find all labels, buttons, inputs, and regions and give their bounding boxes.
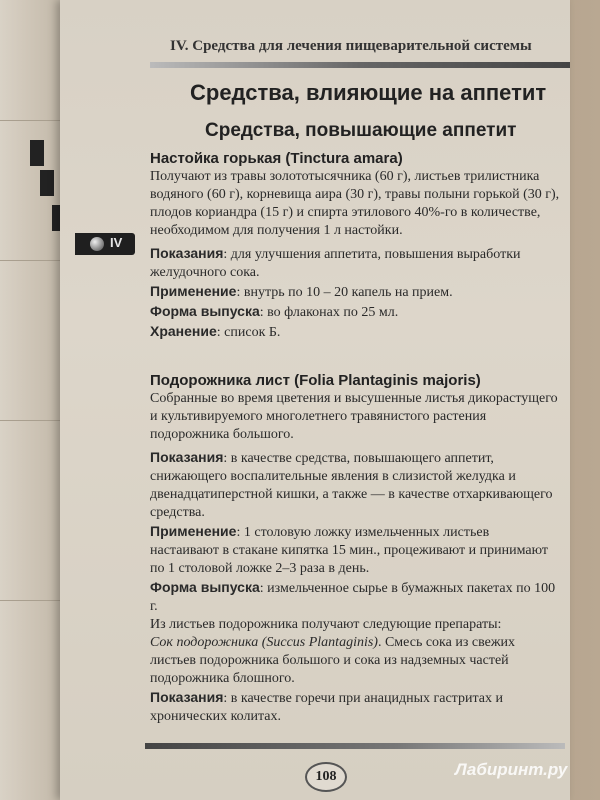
entry-tincture xyxy=(150,150,560,342)
entry-title: Настойка горькая (Tinctura amara) xyxy=(150,150,403,167)
page-tab-stub xyxy=(30,140,44,166)
usage-paragraph xyxy=(150,282,560,302)
watermark: Лабиринт.ру xyxy=(455,760,568,779)
footer-rule xyxy=(145,743,565,749)
indications-label: Показания xyxy=(150,245,224,261)
juice-text: . Смесь сока из свежих листьев подорожника большого и сока из надземных частей подорожника блошного. xyxy=(150,635,515,686)
chapter-tab-label: IV xyxy=(110,235,123,250)
usage-label: Применение xyxy=(150,523,237,539)
section-title: Средства, повышающие аппетит xyxy=(205,120,517,141)
indications-label: Показания xyxy=(150,689,224,705)
entry-intro: Собранные во время цветения и высушенные листья дикорастущего и культивируемого многолетнего травянистого растения подорожника большого. xyxy=(150,391,558,442)
indications-label: Показания xyxy=(150,449,224,465)
form-text: : во флаконах по 25 мл. xyxy=(259,305,399,320)
entry-intro: Получают из травы золототысячника (60 г), листьев трилистника водяного (60 г), корневища аира (30 г), травы полыни горькой (30 г), плодов кориандра (15 г) и спирта этилового 40%-го в количестве, необходимом для получения 1 л настойки. xyxy=(150,169,560,238)
usage-text: : внутрь по 10 – 20 капель на прием. xyxy=(236,285,453,300)
running-head: IV. Средства для лечения пищеварительной системы xyxy=(170,38,532,54)
form-paragraph xyxy=(150,578,560,616)
indications-text: : для улучшения аппетита, повышения выработки желудочного сока. xyxy=(150,247,521,280)
usage-paragraph xyxy=(150,522,560,578)
chapter-tab-dot-icon xyxy=(90,237,104,251)
chapter-title: Средства, влияющие на аппетит xyxy=(190,80,547,105)
page-tab-stub xyxy=(40,170,54,196)
preparations-paragraph: Из листьев подорожника получают следующие препараты: xyxy=(150,617,502,632)
entry-title: Подорожника лист (Folia Plantaginis majoris) xyxy=(150,372,481,389)
usage-text: : 1 столовую ложку измельченных листьев настаивают в стакане кипятка 15 мин., процеживают и принимают по 1 столовой ложке 2–3 раза в день. xyxy=(150,525,549,576)
indications-paragraph xyxy=(150,448,560,522)
indications-paragraph xyxy=(150,244,560,282)
storage-label: Хранение xyxy=(150,323,217,339)
juice-indications-paragraph xyxy=(150,688,560,726)
juice-paragraph xyxy=(150,634,560,688)
form-label: Форма выпуска xyxy=(150,303,260,319)
indications-text: : в качестве средства, повышающего аппетит, снижающего воспалительные явления в слизистой желудка и двенадцатиперстной кишки, а также — в качестве отхаркивающего средства. xyxy=(150,451,553,520)
juice-title: Сок подорожника (Succus Plantaginis) xyxy=(150,635,378,650)
entry-plantain xyxy=(150,372,560,726)
usage-label: Применение xyxy=(150,283,237,299)
storage-paragraph xyxy=(150,322,560,342)
indications-text: : в качестве горечи при анацидных гастритах и хронических колитах. xyxy=(150,691,503,724)
form-label: Форма выпуска xyxy=(150,579,260,595)
form-text: : измельченное сырье в бумажных пакетах по 100 г. xyxy=(150,581,556,614)
form-paragraph xyxy=(150,302,560,322)
storage-text: : список Б. xyxy=(216,325,281,340)
page-number: 108 xyxy=(305,762,347,792)
header-rule xyxy=(150,62,570,68)
